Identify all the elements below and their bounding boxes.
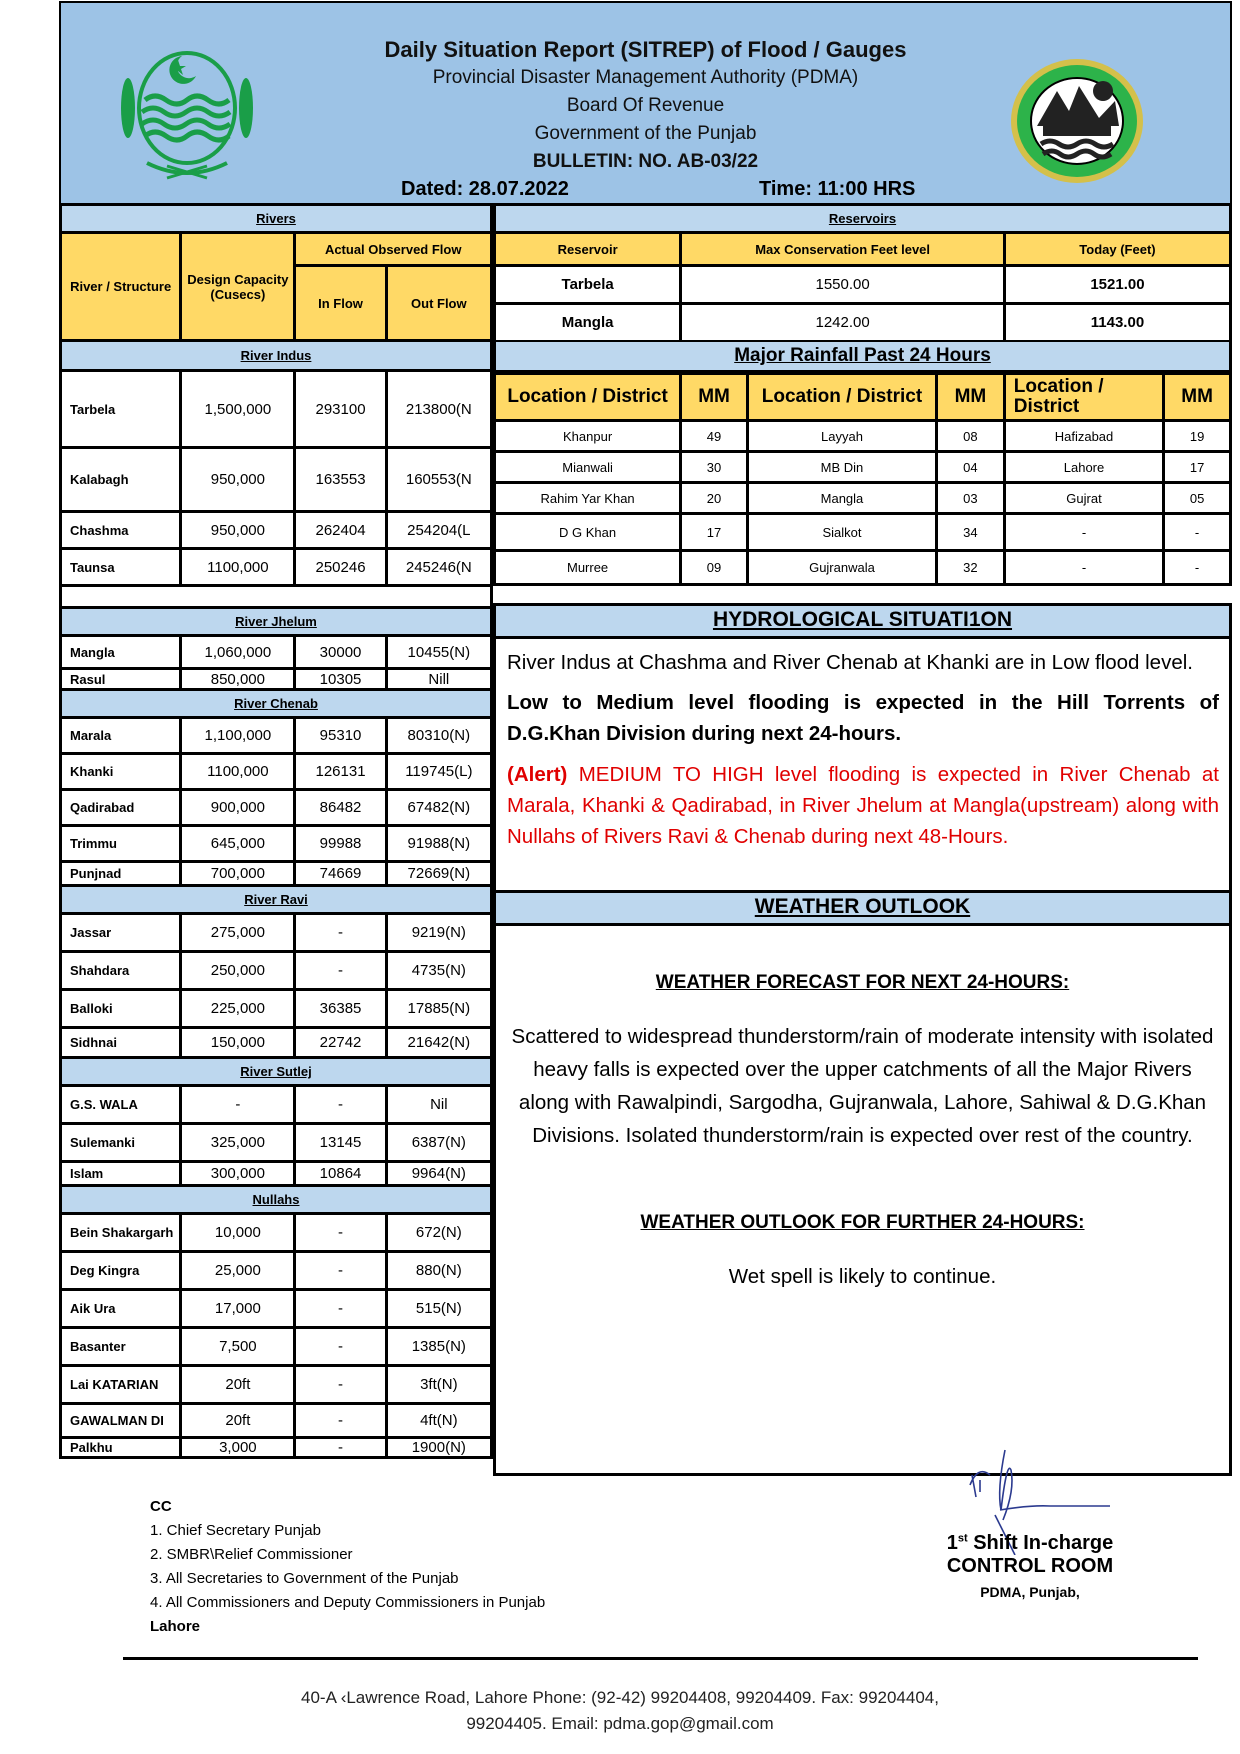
cell-location: Rahim Yar Khan: [495, 483, 681, 514]
cell-location: Murree: [495, 551, 681, 585]
cell-capacity: 275,000: [181, 914, 295, 952]
river-row: [61, 862, 492, 886]
cell-capacity: 17,000: [181, 1290, 295, 1328]
cell-location: Khanpur: [495, 421, 681, 452]
river-row: [61, 718, 492, 754]
cell-inflow: 126131: [295, 754, 386, 790]
cell-outflow: Nil: [386, 1086, 491, 1124]
cell-outflow: 72669(N): [386, 862, 491, 886]
cell-location: Sialkot: [747, 514, 936, 551]
col-mm-3: MM: [1164, 374, 1231, 421]
cell-outflow: 4ft(N): [386, 1404, 491, 1438]
cell-name: Balloki: [61, 990, 181, 1028]
col-today-feet: Today (Feet): [1004, 233, 1230, 266]
pdma-punjab: PDMA, Punjab,: [980, 1584, 1080, 1600]
col-location-2: Location / District: [747, 374, 936, 421]
cell-capacity: 700,000: [181, 862, 295, 886]
cell-name: Deg Kingra: [61, 1252, 181, 1290]
cell-capacity: 250,000: [181, 952, 295, 990]
cell-inflow: 30000: [295, 636, 386, 669]
cell-inflow: 10864: [295, 1162, 386, 1186]
col-river-structure: River / Structure: [61, 233, 181, 341]
river-row: [61, 1252, 492, 1290]
cell-name: Palkhu: [61, 1438, 181, 1458]
col-location-3: Location / District: [1004, 374, 1163, 421]
col-mm-2: MM: [937, 374, 1005, 421]
cell-outflow: 9964(N): [386, 1162, 491, 1186]
alert-text: MEDIUM TO HIGH level flooding is expected in River Chenab at Marala, Khanki & Qadirabad, in River Jhelum at Mangla(upstream) along with Nullahs of Rivers Ravi & Chenab during next 48-Hours.: [507, 763, 1219, 848]
outlook-text: Wet spell is likely to continue.: [728, 1265, 997, 1288]
cell-inflow: -: [295, 1404, 386, 1438]
river-row: [61, 1404, 492, 1438]
cell-outflow: 1385(N): [386, 1328, 491, 1366]
cell-outflow: 213800(N: [386, 371, 491, 448]
forecast-text: Scattered to widespread thunderstorm/rain of moderate intensity with isolated heavy falls is expected over the upper catchments of all the Major Rivers along with Rawalpindi, Sargodha, Gujranwala, Lahore, Sahiwal & D.G.Khan Divisions. Isolated thunderstorm/rain is expected over rest of the country.: [511, 1025, 1214, 1147]
cell-inflow: -: [295, 914, 386, 952]
cell-capacity: 25,000: [181, 1252, 295, 1290]
cell-location: Lahore: [1004, 452, 1163, 483]
cell-outflow: 10455(N): [386, 636, 491, 669]
cell-outflow: 80310(N): [386, 718, 491, 754]
cell-capacity: 1,500,000: [181, 371, 295, 448]
cell-name: GAWALMAN DI: [61, 1404, 181, 1438]
col-max-conservation: Max Conservation Feet level: [681, 233, 1005, 266]
col-mm-1: MM: [681, 374, 748, 421]
river-row: [61, 914, 492, 952]
cell-name: Chashma: [61, 512, 181, 549]
hydrological-panel: [493, 603, 1232, 893]
cell-mm: -: [1164, 514, 1231, 551]
bulletin-number: BULLETIN: NO. AB-03/22: [532, 151, 759, 172]
river-row: [61, 1438, 492, 1458]
cell-inflow: 262404: [295, 512, 386, 549]
river-row: [61, 636, 492, 669]
signature-block: [900, 1532, 1160, 1600]
cell-capacity: 20ft: [181, 1366, 295, 1404]
cell-capacity: 325,000: [181, 1124, 295, 1162]
reservoir-row: Tarbela 1550.00 1521.00: [495, 266, 1231, 304]
board-name: Board Of Revenue: [566, 95, 725, 116]
cell-capacity: 225,000: [181, 990, 295, 1028]
cell-mm: 04: [937, 452, 1005, 483]
cell-inflow: 293100: [295, 371, 386, 448]
cell-inflow: -: [295, 1252, 386, 1290]
cell-inflow: 163553: [295, 448, 386, 512]
cell-capacity: -: [181, 1086, 295, 1124]
cell-name: Bein Shakargarh: [61, 1214, 181, 1252]
cell-name: Taunsa: [61, 549, 181, 586]
cc-tail: Lahore: [150, 1618, 201, 1635]
cell-name: Aik Ura: [61, 1290, 181, 1328]
cell-capacity: 150,000: [181, 1028, 295, 1058]
cell-capacity: 10,000: [181, 1214, 295, 1252]
weather-panel: [493, 890, 1232, 1476]
cell-capacity: 1,100,000: [181, 718, 295, 754]
cell-outflow: Nill: [386, 669, 491, 690]
cell-inflow: -: [295, 1328, 386, 1366]
river-row: [61, 754, 492, 790]
outlook-heading: WEATHER OUTLOOK FOR FURTHER 24-HOURS:: [640, 1212, 1085, 1233]
cell-mm: 20: [681, 483, 748, 514]
cell-name: Trimmu: [61, 826, 181, 862]
cell-capacity: 300,000: [181, 1162, 295, 1186]
spacer-row: [61, 586, 492, 608]
cell-capacity: 1100,000: [181, 549, 295, 586]
river-group-header: River Ravi: [61, 886, 492, 914]
river-row: [61, 371, 492, 448]
cell-mm: 03: [937, 483, 1005, 514]
rainfall-table: [493, 372, 1232, 586]
cell-name: Punjnad: [61, 862, 181, 886]
cell-name: G.S. WALA: [61, 1086, 181, 1124]
cell-outflow: 6387(N): [386, 1124, 491, 1162]
cell-inflow: -: [295, 952, 386, 990]
river-row: [61, 549, 492, 586]
cell-outflow: 119745(L): [386, 754, 491, 790]
cell-mm: 17: [1164, 452, 1231, 483]
cell-outflow: 3ft(N): [386, 1366, 491, 1404]
col-inflow: In Flow: [295, 266, 386, 341]
col-actual-observed-flow: Actual Observed Flow: [295, 233, 492, 266]
hydrological-para-2: Low to Medium level flooding is expected in the Hill Torrents of D.G.Khan Division during next 24-hours.: [507, 691, 1219, 745]
cell-inflow: -: [295, 1086, 386, 1124]
river-row: [61, 1328, 492, 1366]
col-outflow: Out Flow: [386, 266, 491, 341]
river-group-header: River Chenab: [61, 690, 492, 718]
cell-inflow: -: [295, 1366, 386, 1404]
cell-name: Lai KATARIAN: [61, 1366, 181, 1404]
cell-capacity: 950,000: [181, 448, 295, 512]
cell-name: Islam: [61, 1162, 181, 1186]
cell-inflow: -: [295, 1438, 386, 1458]
cell-location: Layyah: [747, 421, 936, 452]
cell-inflow: 99988: [295, 826, 386, 862]
cell-outflow: 515(N): [386, 1290, 491, 1328]
weather-title: WEATHER OUTLOOK: [496, 893, 1229, 926]
cell-inflow: 86482: [295, 790, 386, 826]
cc-item: 4. All Commissioners and Deputy Commissioners in Punjab: [150, 1594, 546, 1611]
river-row: [61, 952, 492, 990]
footer-address: 40-A ‹Lawrence Road, Lahore Phone: (92-42) 99204408, 99204409. Fax: 99204404, 99204405. Email: pdma.gop@gmail.com: [301, 1688, 939, 1733]
river-group-header: River Jhelum: [61, 608, 492, 636]
river-row: [61, 990, 492, 1028]
cell-name: Rasul: [61, 669, 181, 690]
river-row: [61, 1028, 492, 1058]
cell-outflow: 880(N): [386, 1252, 491, 1290]
cell-mm: 30: [681, 452, 748, 483]
cell-name: Tarbela: [61, 371, 181, 448]
cell-outflow: 9219(N): [386, 914, 491, 952]
river-group-header: River Sutlej: [61, 1058, 492, 1086]
government-name: Government of the Punjab: [534, 123, 757, 144]
cell-name: Basanter: [61, 1328, 181, 1366]
river-row: [61, 826, 492, 862]
cell-outflow: 254204(L: [386, 512, 491, 549]
rainfall-row: [495, 452, 1231, 483]
river-row: [61, 1290, 492, 1328]
cell-mm: 17: [681, 514, 748, 551]
cell-name: Jassar: [61, 914, 181, 952]
reservoirs-table: [493, 203, 1232, 343]
cell-capacity: 20ft: [181, 1404, 295, 1438]
shift-incharge: 1st Shift In-charge: [946, 1532, 1114, 1554]
hydrological-title: HYDROLOGICAL SITUATI1ON: [496, 606, 1229, 639]
cell-inflow: 74669: [295, 862, 386, 886]
cell-capacity: 645,000: [181, 826, 295, 862]
cell-inflow: 36385: [295, 990, 386, 1028]
cell-mm: 08: [937, 421, 1005, 452]
cell-mm: 19: [1164, 421, 1231, 452]
cell-outflow: 672(N): [386, 1214, 491, 1252]
cell-inflow: -: [295, 1290, 386, 1328]
river-row: [61, 1124, 492, 1162]
cell-mm: 09: [681, 551, 748, 585]
pdma-emblem-icon: [1007, 56, 1147, 186]
cell-location: Mangla: [747, 483, 936, 514]
cell-capacity: 950,000: [181, 512, 295, 549]
cell-name: Mangla: [61, 636, 181, 669]
cell-location: Hafizabad: [1004, 421, 1163, 452]
cell-inflow: 250246: [295, 549, 386, 586]
river-row: [61, 669, 492, 690]
col-location-1: Location / District: [495, 374, 681, 421]
cell-mm: 34: [937, 514, 1005, 551]
report-time: Time: 11:00 HRS: [759, 178, 916, 200]
rainfall-row: [495, 551, 1231, 585]
cell-capacity: 900,000: [181, 790, 295, 826]
rainfall-row: [495, 483, 1231, 514]
cc-item: 3. All Secretaries to Government of the Punjab: [150, 1570, 459, 1587]
cell-outflow: 17885(N): [386, 990, 491, 1028]
river-group-header: River Indus: [61, 341, 492, 371]
cell-mm: 32: [937, 551, 1005, 585]
org-name: Provincial Disaster Management Authority (PDMA): [432, 67, 859, 88]
cell-mm: 05: [1164, 483, 1231, 514]
alert-label: (Alert): [507, 763, 568, 786]
cc-item: 1. Chief Secretary Punjab: [150, 1522, 321, 1539]
cell-name: Shahdara: [61, 952, 181, 990]
cell-outflow: 245246(N: [386, 549, 491, 586]
cell-capacity: 3,000: [181, 1438, 295, 1458]
control-room: CONTROL ROOM: [946, 1555, 1114, 1577]
col-design-capacity: Design Capacity (Cusecs): [181, 233, 295, 341]
cell-name: Sidhnai: [61, 1028, 181, 1058]
cell-name: Marala: [61, 718, 181, 754]
cell-inflow: -: [295, 1214, 386, 1252]
cell-inflow: 13145: [295, 1124, 386, 1162]
cell-capacity: 850,000: [181, 669, 295, 690]
cell-inflow: 95310: [295, 718, 386, 754]
cell-outflow: 91988(N): [386, 826, 491, 862]
cell-name: Qadirabad: [61, 790, 181, 826]
cell-location: MB Din: [747, 452, 936, 483]
report-date: Dated: 28.07.2022: [401, 178, 569, 200]
river-row: [61, 1162, 492, 1186]
river-row: [61, 790, 492, 826]
hydrological-para-1: River Indus at Chashma and River Chenab at Khanki are in Low flood level.: [507, 651, 1193, 674]
cc-label: CC: [150, 1498, 172, 1515]
report-title: Daily Situation Report (SITREP) of Flood / Gauges: [384, 37, 907, 62]
cell-name: Kalabagh: [61, 448, 181, 512]
rainfall-header: Major Rainfall Past 24 Hours: [493, 342, 1232, 373]
cc-list: [150, 1495, 750, 1639]
river-group-header: Nullahs: [61, 1186, 492, 1214]
cell-mm: 49: [681, 421, 748, 452]
cell-outflow: 160553(N: [386, 448, 491, 512]
footer-divider: [123, 1657, 1198, 1660]
hydrological-alert: [507, 759, 1219, 852]
reservoirs-section-header: Reservoirs: [495, 205, 1231, 233]
cell-outflow: 67482(N): [386, 790, 491, 826]
cc-item: 2. SMBR\Relief Commissioner: [150, 1546, 353, 1563]
cell-location: -: [1004, 551, 1163, 585]
cell-location: Mianwali: [495, 452, 681, 483]
river-row: [61, 1214, 492, 1252]
reservoir-row: Mangla 1242.00 1143.00: [495, 304, 1231, 342]
cell-capacity: 1100,000: [181, 754, 295, 790]
rivers-table: [59, 203, 493, 1459]
cell-capacity: 7,500: [181, 1328, 295, 1366]
rainfall-row: [495, 421, 1231, 452]
rivers-section-header: Rivers: [61, 205, 492, 233]
river-row: [61, 1366, 492, 1404]
cell-name: Khanki: [61, 754, 181, 790]
cell-location: Gujrat: [1004, 483, 1163, 514]
cell-name: Sulemanki: [61, 1124, 181, 1162]
river-row: [61, 1086, 492, 1124]
cell-outflow: 21642(N): [386, 1028, 491, 1058]
forecast-heading: WEATHER FORECAST FOR NEXT 24-HOURS:: [655, 972, 1070, 993]
cell-location: D G Khan: [495, 514, 681, 551]
col-reservoir: Reservoir: [495, 233, 681, 266]
cell-location: Gujranwala: [747, 551, 936, 585]
cell-inflow: 22742: [295, 1028, 386, 1058]
rainfall-row: [495, 514, 1231, 551]
cell-inflow: 10305: [295, 669, 386, 690]
report-header: [59, 1, 1232, 203]
cell-capacity: 1,060,000: [181, 636, 295, 669]
cell-outflow: 1900(N): [386, 1438, 491, 1458]
cell-mm: -: [1164, 551, 1231, 585]
river-row: [61, 512, 492, 549]
cell-location: -: [1004, 514, 1163, 551]
river-row: [61, 448, 492, 512]
cell-outflow: 4735(N): [386, 952, 491, 990]
